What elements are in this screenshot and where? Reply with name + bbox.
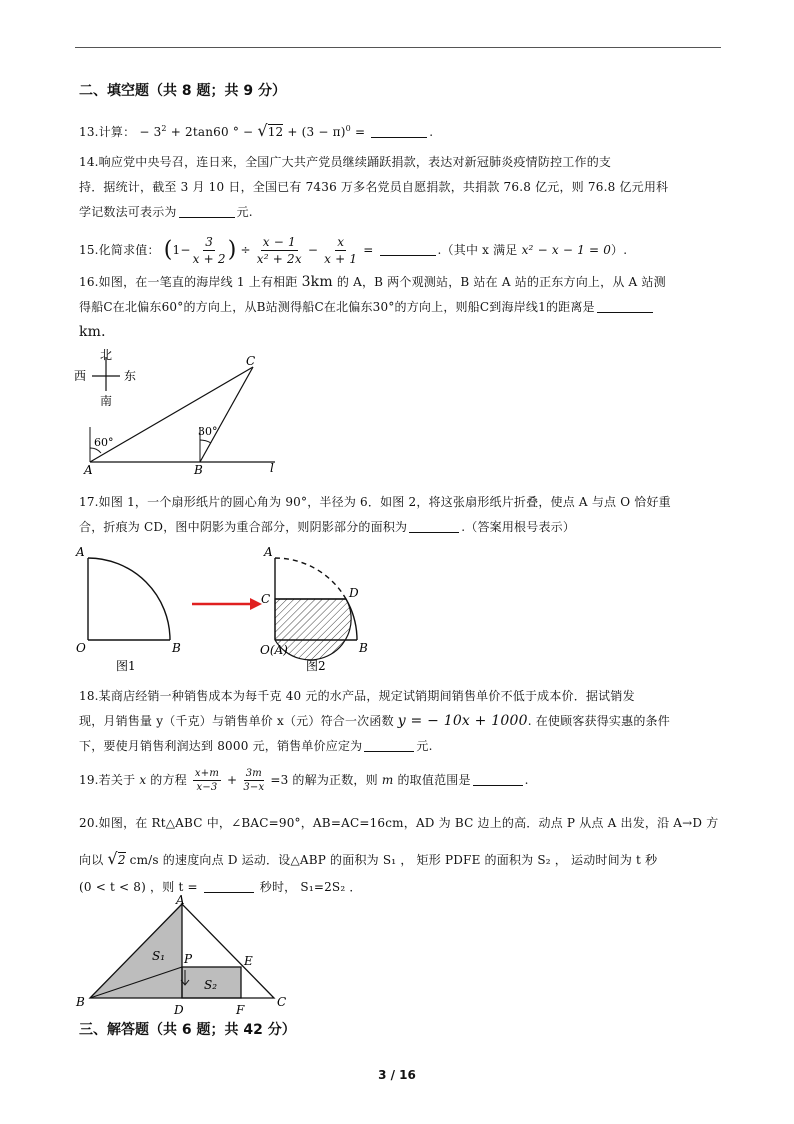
- q15-eq: =: [363, 243, 374, 257]
- q19-fraction-1: [193, 767, 221, 794]
- q13-sup2: 2: [161, 124, 167, 133]
- q16-line1: [79, 270, 719, 295]
- q19-answer-blank[interactable]: [473, 771, 523, 786]
- question-15: [79, 230, 719, 271]
- page-number: 3 / 16: [378, 1068, 416, 1082]
- q15-minus: −: [307, 243, 319, 257]
- q18-line2: [79, 709, 719, 734]
- label-A: A: [84, 463, 93, 477]
- fig2-dashed-arc: [275, 558, 346, 599]
- q16-answer-blank[interactable]: [597, 298, 653, 313]
- q19-prefix: 19.若关于: [79, 773, 140, 787]
- fig1-label-A: A: [76, 545, 85, 559]
- q15-f2-den: x² + 2x: [256, 252, 302, 266]
- q15-answer-blank[interactable]: [380, 241, 436, 256]
- label-C: C: [246, 354, 256, 368]
- q14-answer-blank[interactable]: [179, 203, 235, 218]
- compass-west: 西: [74, 369, 87, 383]
- q13-end: .: [429, 125, 434, 139]
- q16-line1b: 的 A，B 两个观测站，B 站在 A 站的正东方向上，从 A 站测: [332, 275, 666, 289]
- question-18: [79, 684, 719, 759]
- fig20-label-D: D: [174, 1003, 184, 1017]
- question-20: [79, 810, 719, 901]
- q13-expr-b: + 2tan60 ° −: [166, 125, 258, 139]
- figure-17: [70, 540, 390, 675]
- line-BC: [200, 367, 253, 462]
- q19-f1-num: x+m: [194, 768, 220, 779]
- section-title-fill-blank: 二、填空题（共 8 题；共 9 分）: [79, 83, 286, 99]
- label-B: B: [194, 463, 203, 477]
- q13-expr-c: + (3 − π): [283, 125, 346, 139]
- q15-fraction-1: [193, 234, 226, 267]
- fig2-label-OA: O(A): [260, 643, 288, 657]
- q14-line2: 持．据统计，截至 3 月 10 日，全国已有 7436 万多名党员自愿捐款，共捐款 76.8 亿元，则 76.8 亿元用科: [79, 180, 669, 194]
- q13-expr-d: =: [350, 125, 370, 139]
- q15-fraction-2: [257, 234, 302, 267]
- angle-arc-B: [200, 440, 211, 443]
- q15-f3-den: x + 1: [324, 252, 358, 266]
- header-rule: [75, 47, 721, 48]
- compass-south: 南: [100, 394, 113, 408]
- angle-label-60: 60°: [94, 436, 114, 449]
- q17-line2b: .（答案用根号表示）: [461, 520, 576, 534]
- q13-expr-a: − 3: [139, 125, 162, 139]
- q19-var-m: m: [381, 773, 394, 787]
- q15-f2-num: x − 1: [262, 235, 296, 249]
- q14-line1: 14.响应党中央号召，连日来，全国广大共产党员继续踊跃捐款，表达对新冠肺炎疫情防控工作的支: [79, 155, 612, 169]
- q20-line2a: 向以: [79, 853, 108, 867]
- sqrt-symbol: √: [257, 121, 268, 140]
- q16-distance: 3km: [301, 274, 333, 290]
- q13-sqrt-value: 12: [267, 125, 284, 139]
- q14-line3b: 元.: [236, 205, 253, 219]
- q15-div: ÷: [240, 243, 251, 257]
- fig20-label-C: C: [277, 995, 287, 1009]
- fig20-label-F: F: [236, 1003, 245, 1017]
- q16-line3: km．: [79, 324, 116, 340]
- angle-label-30: 30°: [198, 425, 218, 438]
- q19-plus: +: [227, 773, 238, 787]
- sqrt-symbol-2: √: [107, 849, 118, 868]
- fig1-arc: [88, 558, 170, 640]
- section-title-answer: 三、解答题（共 6 题；共 42 分）: [79, 1022, 296, 1038]
- question-17: [79, 490, 719, 540]
- q19-f2-den: 3−x: [243, 782, 265, 793]
- q14-line3a: 学记数法可表示为: [79, 205, 177, 219]
- fig20-label-A: A: [176, 893, 185, 907]
- fig20-label-S1: S₁: [152, 949, 166, 963]
- q20-line2: [79, 845, 719, 874]
- question-13: [79, 116, 719, 145]
- q14-line3: [79, 200, 719, 225]
- q18-answer-blank[interactable]: [364, 737, 414, 752]
- q17-line1: 17.如图 1，一个扇形纸片的圆心角为 90°，半径为 6．如图 2，将这张扇形纸片折叠，使点 A 与点 O 恰好重: [79, 495, 671, 509]
- q19-suffix-a: 的取值范围是: [393, 773, 471, 787]
- q15-suffix-b: ）.: [611, 243, 628, 257]
- fig20-label-P: P: [184, 952, 193, 966]
- q15-paren-close: ): [227, 237, 237, 263]
- figure-20: [70, 892, 300, 1022]
- q19-f1-den: x−3: [196, 782, 218, 793]
- q18-line2b: . 在使顾客获得实惠的条件: [527, 714, 670, 728]
- q18-line3a: 下，要使月销售利润达到 8000 元，销售单价应定为: [79, 739, 363, 753]
- q15-prefix: 15.化简求值：: [79, 243, 160, 257]
- fig1-label-O: O: [76, 641, 86, 655]
- q20-answer-blank[interactable]: [204, 878, 254, 893]
- fig2-label-A: A: [264, 545, 273, 559]
- q16-line2: [79, 295, 719, 320]
- compass-north: 北: [100, 348, 113, 362]
- q16-line2-text: 得船C在北偏东60°的方向上，从B站测得船C在北偏东30°的方向上，则船C到海岸线1的距离是: [79, 300, 595, 314]
- q15-f1-den: x + 2: [192, 252, 226, 266]
- fig2-label-B: B: [359, 641, 368, 655]
- q15-f3-num: x: [337, 235, 345, 249]
- q17-answer-blank[interactable]: [409, 518, 459, 533]
- fig2-caption: 图2: [306, 659, 326, 673]
- fig20-label-S2: S₂: [204, 978, 218, 992]
- line-AC: [90, 367, 253, 462]
- q13-expression: [139, 121, 370, 140]
- figure-16: [70, 345, 290, 480]
- q18-line3: [79, 734, 719, 759]
- fig1-caption: 图1: [116, 659, 136, 673]
- q20-line1: 20.如图，在 Rt△ABC 中，∠BAC=90°，AB=AC=16cm，AD 为 BC 边上的高．动点 P 从点 A 出发，沿 A→D 方: [79, 816, 719, 830]
- q13-prefix: 13.计算：: [79, 125, 136, 139]
- q19-suffix-b: .: [524, 773, 529, 787]
- question-14: [79, 150, 719, 225]
- q17-line2a: 合，折痕为 CD，图中阴影为重合部分，则阴影部分的面积为: [79, 520, 408, 534]
- q15-paren-open: (: [163, 237, 173, 263]
- q17-line2: [79, 515, 719, 540]
- q15-f1-num: 3: [205, 235, 214, 249]
- question-16: [79, 270, 719, 345]
- q13-answer-blank[interactable]: [371, 123, 427, 138]
- q13-sup0: 0: [345, 124, 351, 133]
- fig20-label-B: B: [76, 995, 85, 1009]
- q18-function: y = − 10x + 1000: [397, 713, 528, 729]
- q16-line1a: 16.如图，在一笔直的海岸线 1 上有相距: [79, 275, 302, 289]
- q20-line3a: (0 < t < 8) ，则 t =: [79, 880, 202, 894]
- label-l: l: [270, 461, 274, 475]
- q19-fraction-2: [243, 767, 264, 794]
- q18-line3b: 元.: [416, 739, 433, 753]
- q15-suffix-a: .（其中 x 满足: [437, 243, 522, 257]
- q19-f2-num: 3m: [245, 768, 262, 779]
- q15-fraction-3: [324, 234, 357, 267]
- q15-condition: x² − x − 1 = 0: [521, 243, 612, 257]
- q18-line2a: 现，月销售量 y（千克）与销售单价 x（元）符合一次函数: [79, 714, 398, 728]
- q19-eq3: =3 的解为正数，则: [270, 773, 382, 787]
- q18-line1: 18.某商店经销一种销售成本为每千克 40 元的水产品，规定试销期间销售单价不低于成本价．据试销发: [79, 689, 635, 703]
- fig20-label-E: E: [244, 954, 253, 968]
- compass-east: 东: [124, 369, 137, 383]
- q19-var-x: x: [139, 773, 147, 787]
- fig1-label-B: B: [172, 641, 181, 655]
- question-19: [79, 762, 719, 798]
- q20-line3b: 秒时， S₁=2S₂ ．: [255, 880, 362, 894]
- fig2-label-D: D: [349, 586, 359, 600]
- q15-one-minus: 1−: [172, 243, 191, 257]
- fig2-label-C: C: [261, 592, 271, 606]
- q20-sqrt-value: 2: [117, 853, 126, 867]
- q19-mid: 的方程: [146, 773, 191, 787]
- q20-line2b: cm/s 的速度向点 D 运动．设△ABP 的面积为 S₁ ， 矩形 PDFE 的面积为 S₂ ， 运动时间为 t 秒: [125, 853, 658, 867]
